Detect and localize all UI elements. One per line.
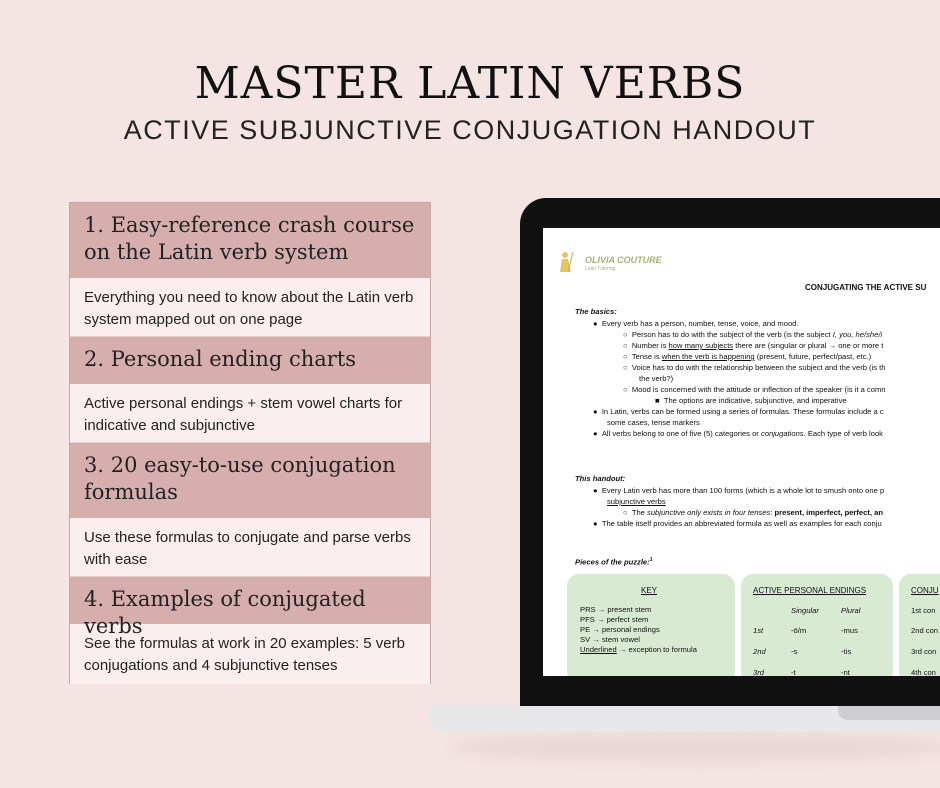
doc-line: ○ Tense is when the verb is happening (present, future, perfect/past, etc.) bbox=[623, 352, 872, 361]
pieces-label bbox=[575, 555, 652, 568]
feature-description: Active personal endings + stem vowel charts for indicative and subjunctive bbox=[70, 384, 430, 443]
doc-line: some cases, tense markers bbox=[607, 418, 700, 427]
key-title: KEY bbox=[641, 586, 658, 595]
key-box bbox=[567, 574, 735, 676]
doc-line: ○ Person has to do with the subject of the verb (is the subject I, you, he/she/i bbox=[623, 330, 883, 339]
doc-text: I, you, he/she/i bbox=[832, 330, 883, 339]
endings-plural: -mus bbox=[841, 626, 858, 635]
doc-text: Pieces of the puzzle: bbox=[575, 557, 650, 567]
endings-col-singular: Singular bbox=[791, 606, 819, 615]
doc-text: In Latin, verbs can be formed using a series of formulas. These formulas include a c bbox=[601, 407, 884, 416]
feature-description: Use these formulas to conjugate and parse verbs with ease bbox=[70, 518, 430, 577]
doc-text: Tense is bbox=[631, 352, 662, 361]
endings-plural: -tis bbox=[841, 647, 852, 656]
doc-text: : bbox=[770, 508, 775, 517]
endings-person: 3rd bbox=[753, 668, 764, 676]
endings-col-plural: Plural bbox=[841, 606, 861, 615]
feature-heading: 2. Personal ending charts bbox=[70, 337, 430, 384]
feature-list bbox=[69, 202, 431, 684]
page-title: MASTER LATIN VERBS bbox=[194, 58, 746, 109]
doc-text: The options are indicative, subjunctive, and imperative bbox=[663, 396, 847, 405]
document-title: CONJUGATING THE ACTIVE SU bbox=[805, 283, 927, 292]
doc-text: conjugations bbox=[760, 429, 804, 438]
conjugation-row: 2nd con bbox=[911, 626, 939, 635]
feature-description: Everything you need to know about the Latin verb system mapped out on one page bbox=[70, 278, 430, 337]
doc-text: Every verb has a person, number, tense, voice, and mood. bbox=[601, 319, 799, 328]
page-subtitle: ACTIVE SUBJUNCTIVE CONJUGATION HANDOUT bbox=[123, 115, 817, 145]
feature-heading: 3. 20 easy-to-use conjugation formulas bbox=[70, 443, 430, 518]
doc-text: All verbs belong to one of five (5) categories or bbox=[601, 429, 761, 438]
endings-person: 2nd bbox=[753, 647, 766, 656]
doc-text: Underlined bbox=[580, 645, 617, 654]
doc-line: subjunctive verbs bbox=[607, 497, 666, 506]
endings-singular: -t bbox=[791, 668, 796, 676]
doc-text: Every Latin verb has more than 100 forms (which is a whole lot to smush onto one p bbox=[601, 486, 885, 495]
endings-person: 1st bbox=[753, 626, 764, 635]
doc-text: Number is bbox=[631, 341, 669, 350]
doc-text: Mood is concerned with the attitude or inflection of the speaker (is it a comn bbox=[631, 385, 886, 394]
doc-line: ● All verbs belong to one of five (5) categories or conjugations. Each type of verb look bbox=[593, 429, 883, 438]
laptop-screen-document bbox=[543, 228, 940, 676]
brand-subtitle: Latin Tutoring bbox=[585, 266, 616, 272]
doc-line: ● Every verb has a person, number, tense, voice, and mood. bbox=[593, 319, 799, 328]
doc-text: . Each type of verb look bbox=[803, 429, 883, 438]
doc-line: ○ Voice has to do with the relationship between the subject and the verb (is th bbox=[623, 363, 886, 372]
doc-line: ○ The subjunctive only exists in four tenses: present, imperfect, perfect, an bbox=[623, 508, 883, 517]
doc-line: ○ Mood is concerned with the attitude or inflection of the speaker (is it a comn bbox=[623, 385, 886, 394]
endings-title: ACTIVE PERSONAL ENDINGS bbox=[753, 586, 867, 595]
doc-line: ■ The options are indicative, subjunctive, and imperative bbox=[655, 396, 847, 405]
doc-line: ● In Latin, verbs can be formed using a series of formulas. These formulas include a c bbox=[593, 407, 884, 416]
doc-text: The bbox=[631, 508, 648, 517]
basics-label: The basics: bbox=[575, 307, 617, 316]
handout-label: This handout: bbox=[575, 474, 626, 483]
feature-description: See the formulas at work in 20 examples: 5 verb conjugations and 4 subjunctive tenses bbox=[70, 624, 430, 684]
key-row: PFS → perfect stem bbox=[580, 615, 649, 624]
doc-text: (present, future, perfect/past, etc.) bbox=[754, 352, 872, 361]
endings-box bbox=[741, 574, 893, 676]
doc-line: ● Every Latin verb has more than 100 forms (which is a whole lot to smush onto one p bbox=[593, 486, 885, 495]
laptop-notch bbox=[838, 706, 940, 720]
key-row: PRS → present stem bbox=[580, 605, 652, 614]
doc-text: when the verb is happening bbox=[661, 352, 755, 361]
endings-singular: -ō/m bbox=[791, 626, 807, 635]
doc-text: there are (singular or plural → one or more t bbox=[733, 341, 884, 350]
brand-logo-icon bbox=[559, 250, 575, 274]
key-row bbox=[580, 645, 697, 654]
doc-text: → exception to formula bbox=[616, 645, 697, 654]
brand-name: OLIVIA COUTURE bbox=[585, 255, 662, 265]
doc-text: Voice has to do with the relationship between the subject and the verb (is th bbox=[631, 363, 886, 372]
doc-text: Person has to do with the subject of the verb (is the subject bbox=[631, 330, 833, 339]
doc-text: present, imperfect, perfect, an bbox=[774, 508, 883, 517]
doc-line: ● The table itself provides an abbreviated formula as well as examples for each conju bbox=[593, 519, 882, 528]
doc-text: subjunctive only exists in four tenses bbox=[647, 508, 771, 517]
conjugation-box bbox=[899, 574, 940, 676]
endings-singular: -s bbox=[791, 647, 798, 656]
key-row: SV → stem vowel bbox=[580, 635, 640, 644]
doc-text: how many subjects bbox=[668, 341, 734, 350]
key-row: PE → personal endings bbox=[580, 625, 660, 634]
conjugation-row: 1st con bbox=[911, 606, 936, 615]
conjugation-title: CONJU bbox=[911, 586, 939, 595]
laptop-shadow bbox=[450, 732, 940, 762]
footnote-marker: 1 bbox=[649, 557, 653, 563]
doc-text: The table itself provides an abbreviated formula as well as examples for each conju bbox=[601, 519, 882, 528]
conjugation-row: 4th con bbox=[911, 668, 936, 676]
doc-line: ○ Number is how many subjects there are (singular or plural → one or more t bbox=[623, 341, 884, 350]
endings-plural: -nt bbox=[841, 668, 850, 676]
feature-heading: 4. Examples of conjugated verbs bbox=[70, 577, 430, 624]
doc-line: the verb?) bbox=[639, 374, 674, 383]
conjugation-row: 3rd con bbox=[911, 647, 937, 656]
feature-heading: 1. Easy-reference crash course on the Latin verb system bbox=[70, 203, 430, 278]
